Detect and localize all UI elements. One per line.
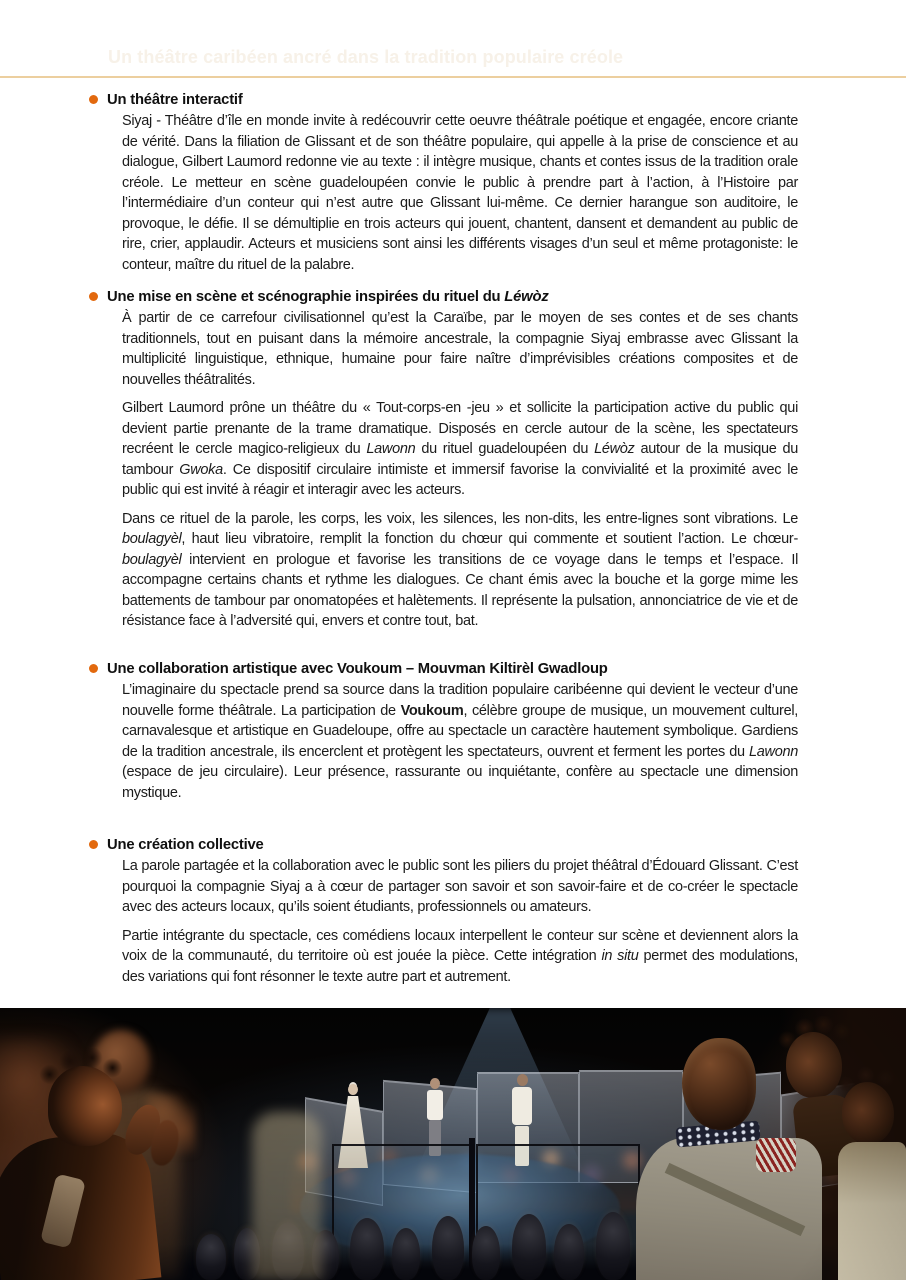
paragraph: L’imaginaire du spectacle prend sa source dans la tradition populaire caribéenne qui devient le vecteur d’une nouvelle forme théâtrale. La participation de Voukoum, célèbre groupe de musique, un mouvement culturel, carnavalesque et artistique en Guadeloupe, offre au spectacle un caractère hautement symbolique. Gardiens de la tradition ancestrale, ils encerclent et protègent les spectateurs, ouvrent et ferment les portes du Lawonn (espace de jeu circulaire). Leur présence, rassurante ou inquiétante, confère au spectacle une dimension mystique.	[122, 682, 798, 801]
section-creation-collective	[88, 835, 798, 987]
bullet-icon	[89, 95, 98, 104]
paragraph: À partir de ce carrefour civilisationnel qu’est la Caraïbe, par le moyen de ses contes et de ses chants traditionnels, tout en puisant dans la mémoire ancestrale, la compagnie Siyaj embrasse avec Glissant la multiplicité linguistique, ethnique, humaine pour faire naître d’imprévisibles créations composites et de nouvelles théâtralités.	[122, 310, 798, 388]
performance-photo	[0, 1008, 906, 1280]
section-collaboration-voukoum	[88, 659, 798, 803]
paragraph: Siyaj - Théâtre d’île en monde invite à redécouvrir cette oeuvre théâtrale poétique et engagée, encore criante de vérité. Dans la filiation de Glissant et de son théâtre populaire, qui appelle à la prise de conscience et au dialogue, Gilbert Laumord redonne vie au texte : il intègre musique, chants et contes issus de la tradition orale créole. Le metteur en scène guadeloupéen convie le public à prendre part à l’action, à l’Histoire par l’intermédiaire d’un conteur qui n’est autre que Glissant lui-même. Ce dernier harangue son auditoire, le provoque, le défie. Il se démultiplie en trois acteurs qui jouent, chantent, dansent et demandent au public de rire, crier, applaudir. Acteurs et musiciens sont ainsi les différents visages d’un seul et même protagoniste: le conteur, maître du rituel de la palabre.	[122, 113, 798, 273]
paragraph: La parole partagée et la collaboration avec le public sont les piliers du projet théâtral d’Édouard Glissant. C’est pourquoi la compagnie Siyaj a à cœur de partager son savoir et son savoir-faire et de co-créer le spectacle avec des acteurs locaux, qu’ils soient étudiants, professionnels ou amateurs.	[122, 858, 798, 915]
page-header	[0, 0, 906, 78]
bullet-icon	[89, 664, 98, 673]
section-heading: Une création collective	[107, 837, 264, 853]
page-title: Un théâtre caribéen ancré dans la tradition populaire créole	[108, 47, 624, 67]
content	[0, 78, 906, 1008]
section-heading: Une mise en scène et scénographie inspirées du rituel du Léwòz	[107, 289, 549, 305]
section-mise-en-scene	[88, 287, 798, 632]
section-heading: Un théâtre interactif	[107, 92, 243, 108]
photo-vignette	[0, 1008, 906, 1280]
section-theatre-interactif	[88, 90, 798, 275]
paragraph: Partie intégrante du spectacle, ces comédiens locaux interpellent le conteur sur scène et deviennent alors la voix de la communauté, du territoire où est jouée la pièce. Cette intégration in situ permet des modulations, des variations qui font résonner le texte autre part et autrement.	[122, 927, 798, 985]
bullet-icon	[89, 840, 98, 849]
bullet-icon	[89, 292, 98, 301]
paragraph: Gilbert Laumord prône un théâtre du « Tout-corps-en -jeu » et sollicite la participation active du public qui devient partie prenante de la trame dramatique. Disposés en cercle autour de la scène, les spectateurs recréent le cercle magico-religieux du Lawonn du rituel guadeloupéen du Léwòz autour de la musique du tambour Gwoka. Ce dispositif circulaire intimiste et immersif favorise la convivialité et la proximité avec le public qui est invité à réagir et interagir avec les acteurs.	[122, 400, 798, 498]
paragraph: Dans ce rituel de la parole, les corps, les voix, les silences, les non-dits, les entre-lignes sont vibrations. Le boulagyèl, haut lieu vibratoire, remplit la fonction du chœur qui commente et soutient l’action. Le chœur-boulagyèl intervient en prologue et favorise les transitions de ce voyage dans le temps et l’espace. Il accompagne certains chants et rythme les dialogues. Ce chant émis avec la bouche et la gorge mime les battements de tambour par onomatopées et halètements. Il représente la pulsation, annonciatrice de vie et de résistance face à l’adversité qui, envers et contre tout, bat.	[122, 510, 798, 629]
section-heading: Une collaboration artistique avec Voukoum – Mouvman Kiltirèl Gwadloup	[107, 661, 608, 677]
